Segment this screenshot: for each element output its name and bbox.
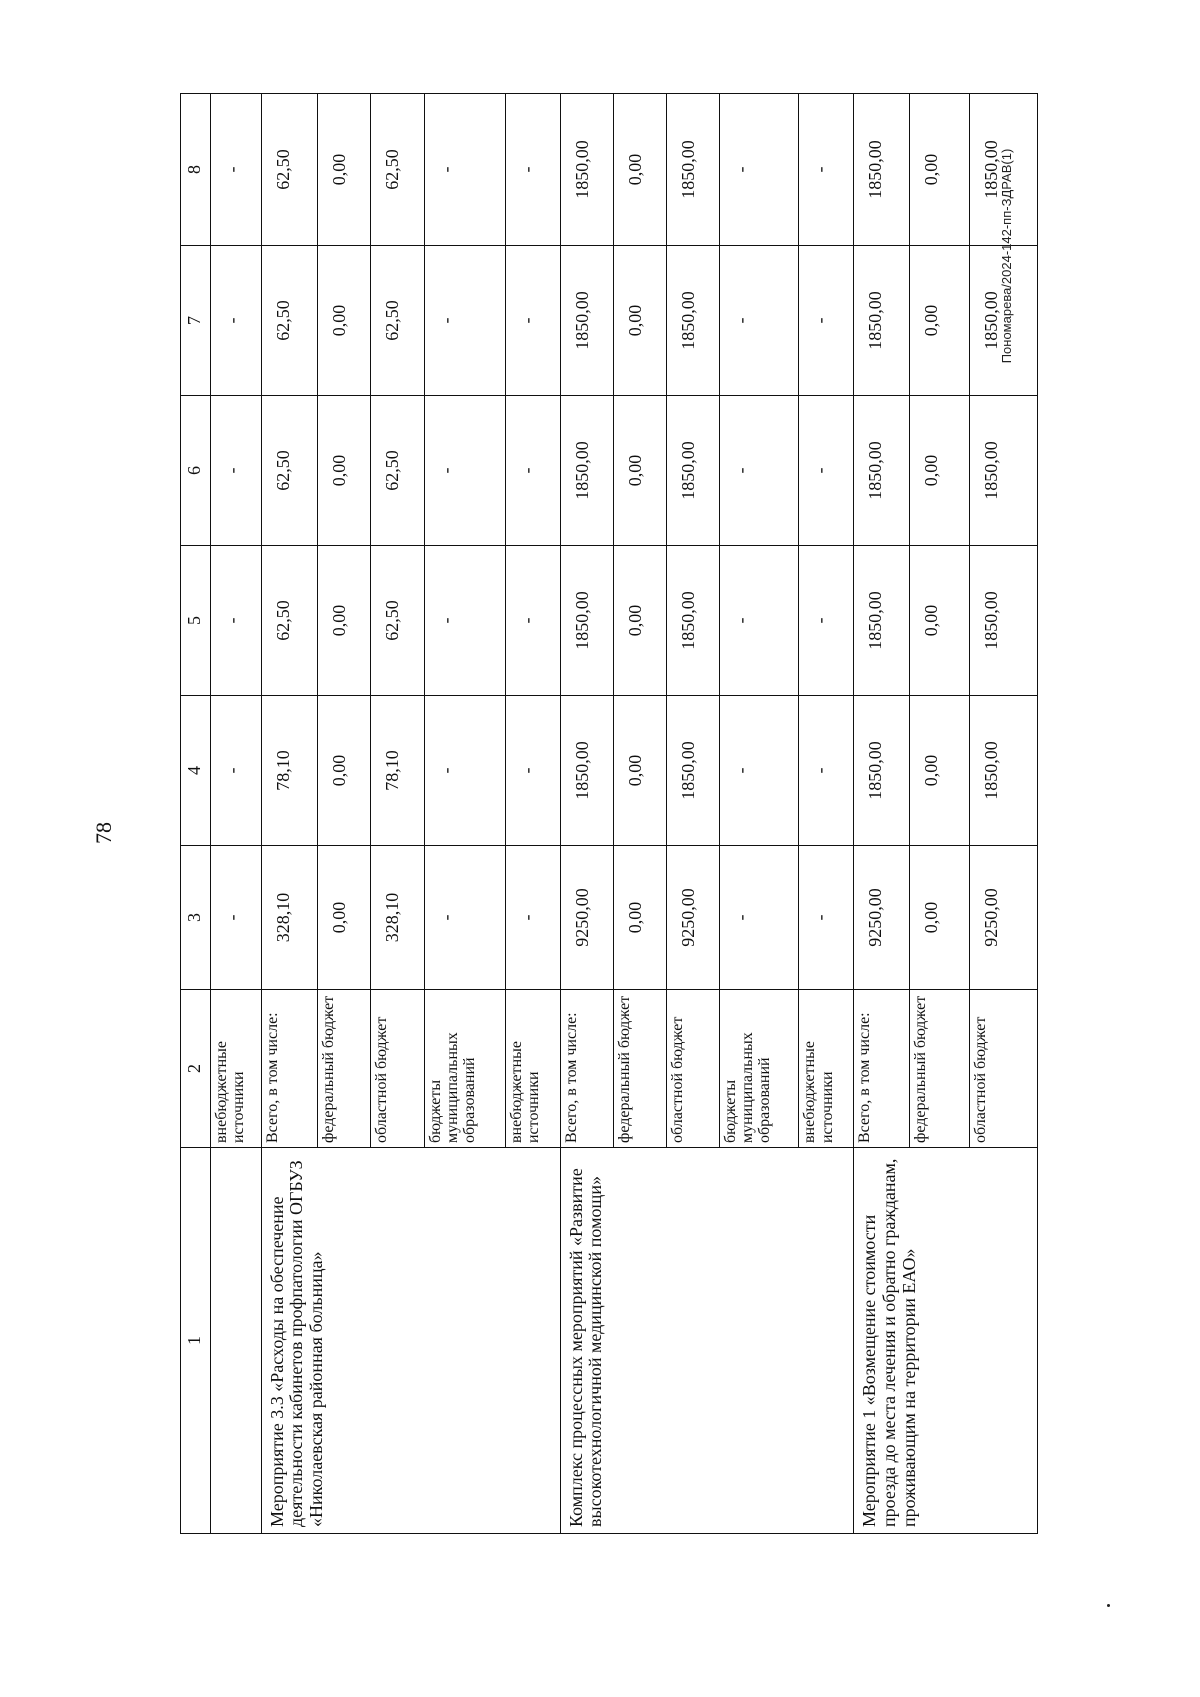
value-cell: 1850,00: [854, 246, 909, 396]
value-cell: 0,00: [909, 546, 969, 696]
value-cell: -: [719, 846, 799, 990]
value-cell: -: [505, 396, 560, 546]
funding-source-cell: федеральный бюджет: [909, 990, 969, 1148]
value-cell: 0,00: [909, 246, 969, 396]
value-cell: -: [210, 546, 261, 696]
value-cell: 0,00: [613, 396, 666, 546]
table-row: [854, 94, 909, 1534]
value-cell: 1850,00: [970, 246, 1038, 396]
scan-speck: [1107, 1604, 1110, 1607]
value-cell: 0,00: [317, 696, 370, 846]
budget-table: [180, 93, 1038, 1534]
value-cell: 1850,00: [666, 94, 719, 246]
value-cell: -: [505, 846, 560, 990]
document-code: Пономарева/2024-142-пп-ЗДРАВ(1): [999, 148, 1014, 364]
value-cell: -: [799, 94, 854, 246]
value-cell: 0,00: [317, 396, 370, 546]
value-cell: 62,50: [370, 396, 424, 546]
value-cell: -: [799, 546, 854, 696]
value-cell: -: [424, 846, 505, 990]
value-cell: 0,00: [613, 546, 666, 696]
event-name-cell: [210, 1148, 261, 1534]
event-name-cell: Мероприятие 1 «Возмещение стоимости проезда до места лечения и обратно гражданам, проживающим на территории ЕАО»: [854, 1148, 1038, 1534]
value-cell: 1850,00: [854, 546, 909, 696]
value-cell: 1850,00: [970, 546, 1038, 696]
value-cell: 0,00: [613, 846, 666, 990]
value-cell: 1850,00: [970, 696, 1038, 846]
value-cell: 1850,00: [854, 94, 909, 246]
funding-source-cell: Всего, в том числе:: [560, 990, 613, 1148]
table-row: [210, 94, 261, 1534]
value-cell: 0,00: [909, 396, 969, 546]
value-cell: 0,00: [613, 94, 666, 246]
value-cell: -: [424, 94, 505, 246]
value-cell: 9250,00: [970, 846, 1038, 990]
value-cell: 62,50: [261, 396, 317, 546]
table-body: [181, 94, 1038, 1534]
value-cell: 1850,00: [666, 246, 719, 396]
value-cell: -: [505, 94, 560, 246]
value-cell: 0,00: [317, 246, 370, 396]
value-cell: 1850,00: [666, 396, 719, 546]
value-cell: 1850,00: [560, 94, 613, 246]
value-cell: 0,00: [909, 696, 969, 846]
value-cell: 0,00: [613, 696, 666, 846]
value-cell: 1850,00: [854, 696, 909, 846]
value-cell: 78,10: [370, 696, 424, 846]
value-cell: 9250,00: [560, 846, 613, 990]
header-cell: 2: [181, 990, 211, 1148]
value-cell: 1850,00: [970, 396, 1038, 546]
event-name-cell: Комплекс процессных мероприятий «Развитие высокотехнологичной медицинской помощи»: [560, 1148, 854, 1534]
table-header-row: [181, 94, 211, 1534]
value-cell: 1850,00: [970, 94, 1038, 246]
value-cell: -: [505, 696, 560, 846]
value-cell: -: [210, 846, 261, 990]
value-cell: 0,00: [317, 846, 370, 990]
funding-source-cell: областной бюджет: [370, 990, 424, 1148]
event-name-cell: Мероприятие 3.3 «Расходы на обеспечение деятельности кабинетов профпатологии ОГБУЗ «Николаевская районная больница»: [261, 1148, 560, 1534]
value-cell: -: [505, 546, 560, 696]
value-cell: -: [210, 246, 261, 396]
funding-source-cell: Всего, в том числе:: [854, 990, 909, 1148]
funding-source-cell: областной бюджет: [970, 990, 1038, 1148]
value-cell: -: [210, 396, 261, 546]
table-row: [560, 94, 613, 1534]
value-cell: -: [719, 546, 799, 696]
header-cell: 8: [181, 94, 211, 246]
funding-source-cell: внебюджетные источники: [210, 990, 261, 1148]
value-cell: -: [424, 696, 505, 846]
value-cell: 62,50: [370, 94, 424, 246]
funding-source-cell: бюджеты муниципальных образований: [719, 990, 799, 1148]
value-cell: 0,00: [317, 94, 370, 246]
value-cell: 62,50: [261, 546, 317, 696]
funding-source-cell: внебюджетные источники: [505, 990, 560, 1148]
funding-source-cell: федеральный бюджет: [613, 990, 666, 1148]
value-cell: -: [424, 246, 505, 396]
value-cell: -: [799, 696, 854, 846]
funding-source-cell: бюджеты муниципальных образований: [424, 990, 505, 1148]
value-cell: 1850,00: [854, 396, 909, 546]
table-row: [261, 94, 317, 1534]
header-cell: 4: [181, 696, 211, 846]
value-cell: 0,00: [909, 94, 969, 246]
value-cell: -: [210, 696, 261, 846]
value-cell: -: [505, 246, 560, 396]
value-cell: 1850,00: [666, 546, 719, 696]
header-cell: 6: [181, 396, 211, 546]
value-cell: 78,10: [261, 696, 317, 846]
header-cell: 1: [181, 1148, 211, 1534]
value-cell: 1850,00: [560, 696, 613, 846]
value-cell: 0,00: [317, 546, 370, 696]
value-cell: -: [719, 396, 799, 546]
value-cell: 0,00: [909, 846, 969, 990]
value-cell: 62,50: [261, 246, 317, 396]
funding-source-cell: областной бюджет: [666, 990, 719, 1148]
value-cell: 1850,00: [560, 396, 613, 546]
value-cell: 1850,00: [666, 696, 719, 846]
value-cell: 1850,00: [560, 546, 613, 696]
value-cell: 62,50: [261, 94, 317, 246]
value-cell: -: [719, 94, 799, 246]
funding-source-cell: внебюджетные источники: [799, 990, 854, 1148]
value-cell: -: [799, 246, 854, 396]
value-cell: 62,50: [370, 546, 424, 696]
value-cell: -: [424, 546, 505, 696]
value-cell: -: [799, 396, 854, 546]
value-cell: -: [210, 94, 261, 246]
header-cell: 7: [181, 246, 211, 396]
value-cell: -: [799, 846, 854, 990]
value-cell: 62,50: [370, 246, 424, 396]
page-number: 78: [91, 822, 116, 844]
value-cell: 1850,00: [560, 246, 613, 396]
value-cell: -: [719, 696, 799, 846]
value-cell: -: [719, 246, 799, 396]
header-cell: 3: [181, 846, 211, 990]
funding-source-cell: федеральный бюджет: [317, 990, 370, 1148]
value-cell: 328,10: [261, 846, 317, 990]
budget-table-rotated: [180, 94, 1038, 1534]
value-cell: 328,10: [370, 846, 424, 990]
value-cell: -: [424, 396, 505, 546]
value-cell: 9250,00: [854, 846, 909, 990]
value-cell: 9250,00: [666, 846, 719, 990]
funding-source-cell: Всего, в том числе:: [261, 990, 317, 1148]
header-cell: 5: [181, 546, 211, 696]
value-cell: 0,00: [613, 246, 666, 396]
